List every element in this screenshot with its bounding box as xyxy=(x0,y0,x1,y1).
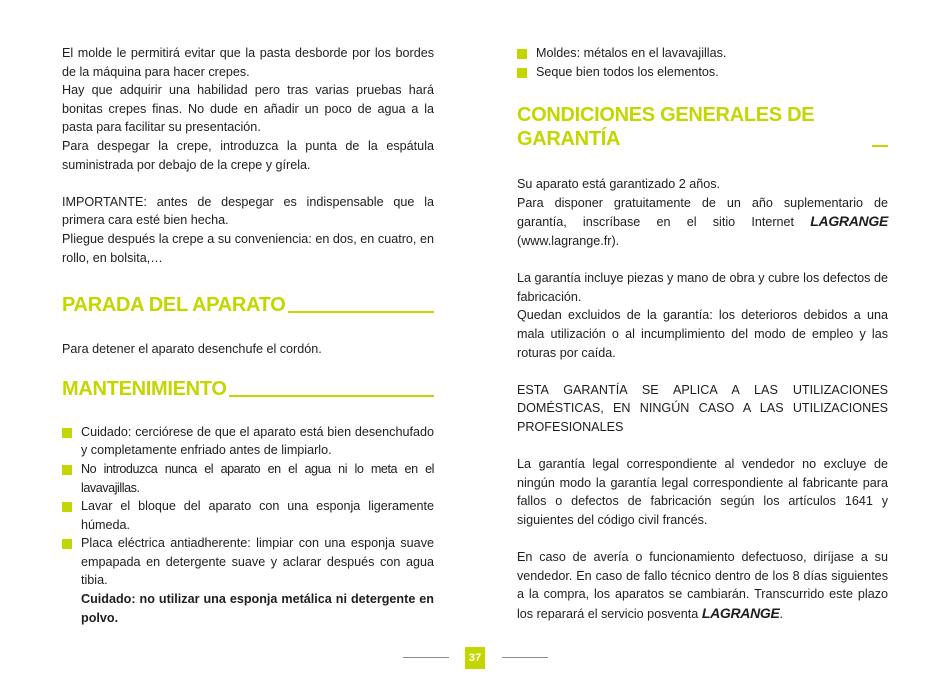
list-item: Cuidado: cerciórese de que el aparato está bien desenchufado y completamente enfriado antes de limpiarlo. xyxy=(62,423,434,460)
lagrange-logo: LAGRANGE xyxy=(701,604,780,621)
left-column xyxy=(62,44,434,627)
heading-rule xyxy=(288,311,435,313)
footer-rule-right xyxy=(502,657,548,658)
list-item: Moldes: métalos en el lavavajillas. xyxy=(517,44,888,63)
list-item: No introduzca nunca el aparato en el agua ni lo meta en el lavavajillas. xyxy=(62,460,434,497)
important-paragraph: IMPORTANTE: antes de despegar es indispensable que la primera cara esté bien hecha. xyxy=(62,194,434,228)
list-item: Lavar el bloque del aparato con una esponja ligeramente húmeda. xyxy=(62,497,434,534)
heading-rule xyxy=(229,395,434,397)
intro-paragraph-1: El molde le permitirá evitar que la pasta desborde por los bordes de la máquina para hacer crepes. xyxy=(62,46,434,79)
stop-heading: PARADA DEL APARATO xyxy=(62,293,434,317)
warranty-legal: La garantía legal correspondiente al vendedor no excluye de ningún modo la garantía legal correspondiente al fabricante para fallos o defectos de fabricación según los artículos 1641 y siguientes del código civil francés. xyxy=(517,457,888,527)
page-number: 37 xyxy=(465,647,485,669)
bullet-square xyxy=(62,465,72,475)
maintenance-heading: MANTENIMIENTO xyxy=(62,377,434,401)
maintenance-warning: Cuidado: no utilizar una esponja metálica ni detergente en polvo. xyxy=(81,592,434,625)
right-column xyxy=(517,44,888,623)
bullet-square xyxy=(62,539,72,549)
intro-paragraph-3: Para despegar la crepe, introduzca la punta de la espátula suministrada por debajo de la crepe y gírela. xyxy=(62,138,434,172)
bullet-square xyxy=(62,428,72,438)
warranty-heading: CONDICIONES GENERALES DE GARANTÍA xyxy=(517,103,888,151)
bullet-square xyxy=(62,502,72,512)
list-item: Seque bien todos los elementos. xyxy=(517,63,888,82)
bullet-square xyxy=(517,68,527,78)
warranty-extension: Para disponer gratuitamente de un año suplementario de garantía, inscríbase en el sitio Internet LAGRANGE (www.lagrange.fr). xyxy=(517,195,888,248)
warranty-domestic: ESTA GARANTÍA SE APLICA A LAS UTILIZACIONES DOMÉSTICAS, EN NINGÚN CASO A LAS UTILIZACIONES PROFESIONALES xyxy=(517,382,888,434)
warranty-duration: Su aparato está garantizado 2 años. xyxy=(517,177,721,192)
footer-rule-left xyxy=(403,657,449,658)
lagrange-logo: LAGRANGE xyxy=(810,213,888,230)
right-list xyxy=(517,44,888,81)
stop-text: Para detener el aparato desenchufe el cordón. xyxy=(62,342,322,357)
fold-paragraph: Pliegue después la crepe a su conveniencia: en dos, en cuatro, en rollo, en bolsita,… xyxy=(62,231,434,265)
bullet-square xyxy=(517,49,527,59)
heading-rule xyxy=(872,145,888,147)
warranty-exclusions: Quedan excluidos de la garantía: los deterioros debidos a una mala utilización o al incumplimiento del modo de empleo y las roturas por caída. xyxy=(517,308,888,360)
warranty-service: En caso de avería o funcionamiento defectuoso, diríjase a su vendedor. En caso de fallo técnico dentro de los 8 días siguientes a la compra, los aparatos se cambiarán. Transcurrido este plazo los reparará el servicio posventa LAGRANGE. xyxy=(517,550,888,621)
intro-paragraph-2: Hay que adquirir una habilidad pero tras varias pruebas hará bonitas crepes finas. No dude en añadir un poco de agua a la pasta para facilitar su presentación. xyxy=(62,83,434,135)
list-item: Placa eléctrica antiadherente: limpiar con una esponja suave empapada en detergente suave y aclarar después con agua tibia. Cuidado: no utilizar una esponja metálica ni detergente en polvo. xyxy=(62,534,434,627)
maintenance-list xyxy=(62,423,434,628)
warranty-coverage: La garantía incluye piezas y mano de obra y cubre los defectos de fabricación. xyxy=(517,271,888,304)
